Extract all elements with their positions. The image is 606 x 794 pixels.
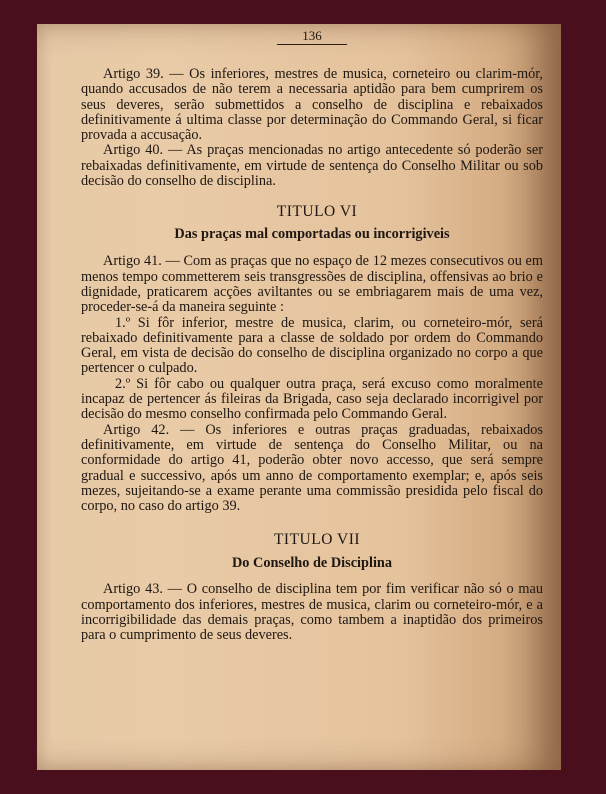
text-column [81, 24, 543, 644]
page-number-rule [277, 44, 347, 45]
article-43: Artigo 43. — O conselho de disciplina tem por fim verificar não só o mau comportamento dos inferiores, mestres de musica, clarim ou corneteiro-mór, e a incorrigibilidade das demais praças, como tambem a inaptidão dos primeiros para o cumprimento de seus deveres. [81, 581, 543, 644]
article-39: Artigo 39. — Os inferiores, mestres de musica, corneteiro ou clarim-mór, quando accusados de não terem a necessaria aptidão para bem cumprirem os seus deveres, serão submettidos a conselho de disciplina e rebaixados definitivamente á ultima classe por determinação do Commando Geral, si ficar provada a accusação. [81, 66, 543, 144]
titulo-vi-subheading: Das praças mal comportadas ou incorrigiveis [174, 226, 450, 243]
article-42: Artigo 42. — Os inferiores e outras praças graduadas, rebaixados definitivamente, em virtude de sentença do Conselho Militar, ou na conformidade do artigo 41, poderão obter novo accesso, que será sempre gradual e successivo, após um anno de comportamento exemplar; e, após seis mezes, sujeitando-se a exame perante uma commissão presidida pelo fiscal do corpo, no caso do artigo 39. [81, 421, 543, 515]
article-41: Artigo 41. — Com as praças que no espaço de 12 mezes consecutivos ou em menos tempo commetterem seis transgressões de disciplina, offensivas ao brio e dignidade, praticarem acções aviltantes ou se embriagarem mais de uma vez, proceder-se-á da maneira seguinte : [81, 253, 543, 316]
titulo-vii-heading: TITULO VII [273, 531, 361, 549]
titulo-vi-heading: TITULO VI [276, 203, 358, 221]
titulo-vii-subheading: Do Conselho de Disciplina [231, 555, 393, 572]
article-40: Artigo 40. — As praças mencionadas no artigo antecedente só poderão ser rebaixadas definitivamente, em virtude de sentença do Conselho Militar ou sob decisão do conselho de disciplina. [81, 142, 543, 190]
article-41-item-1: 1.º Si fôr inferior, mestre de musica, clarim, ou corneteiro-mór, será rebaixado definitivamente para a classe de soldado por ordem do Commando Geral, em vista de decisão do conselho de disciplina organizado no corpo a que pertencer o culpado. [81, 314, 543, 377]
article-41-item-2: 2.º Si fôr cabo ou qualquer outra praça, será excuso como moralmente incapaz de pertencer ás fileiras da Brigada, caso seja declarado incorrigivel por decisão do mesmo conselho confirmada pelo Commando Geral. [81, 375, 543, 423]
book-page [37, 24, 561, 770]
page-number: 136 [302, 28, 322, 43]
